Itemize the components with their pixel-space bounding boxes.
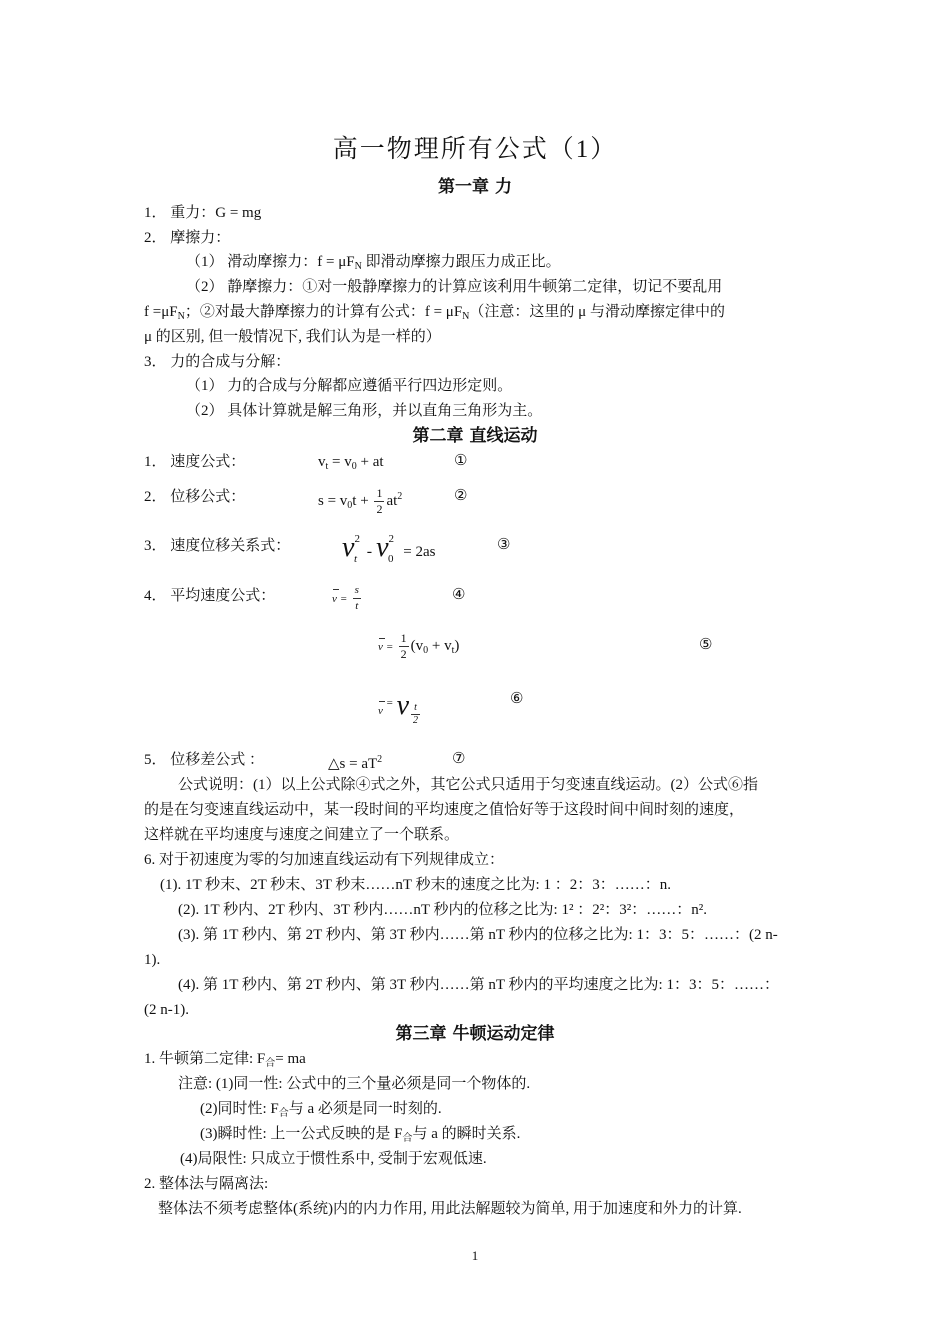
rule-4-cont: (2 n-1). <box>144 1002 189 1018</box>
chapter-2-heading: 第二章 直线运动 <box>412 426 538 446</box>
vbar-overline <box>333 589 339 590</box>
ch3-line-limitation: (4)局限性: 只成立于惯性系中, 受制于宏观低速. <box>180 1151 487 1167</box>
vbar-overline <box>379 638 385 639</box>
ch1-line-parallelogram: （1） 力的合成与分解都应遵循平行四边形定则。 <box>186 378 513 394</box>
formula-1-tag: ① <box>454 453 468 469</box>
ch1-line-mu-note: μ 的区别, 但一般情况下, 我们认为是一样的） <box>144 329 441 345</box>
ch3-line-newton-second-law: 1. 牛顿第二定律: $F_合=$ ma <box>144 1051 306 1069</box>
formula-4-label: 4． 平均速度公式： <box>144 588 276 604</box>
ch1-line-static-friction-cont: $f =\mu F_N$；②对最大静摩擦力的计算有公式：$f = \mu F_N$（注意：这里的 μ 与滑动摩擦定律中的 <box>144 304 725 322</box>
formula-5-tag: ⑤ <box>699 637 713 653</box>
ch1-line-static-friction: （2） 静摩擦力：①对一般静摩擦力的计算应该利用牛顿第二定律，切记不要乱用 <box>186 279 723 295</box>
rule-3-cont: 1). <box>144 952 161 968</box>
formula-note-line2: 的是在匀变速直线运动中，某一段时间的平均速度之值恰好等于这段时间中间时刻的速度， <box>144 802 745 818</box>
ch1-line-composition: 3． 力的合成与分解： <box>144 354 291 370</box>
ch1-line-sliding-friction: （1） 滑动摩擦力：$f = \mu F_N$ 即滑动摩擦力跟压力成正比。 <box>186 254 561 272</box>
ch1-line-triangle: （2） 具体计算就是解三角形，并以直角三角形为主。 <box>186 403 543 419</box>
formula-4-tag: ④ <box>452 587 466 603</box>
ch3-line-instantaneity: (3)瞬时性: 上一公式反映的是 $F_合$与 a 的瞬时关系. <box>200 1126 521 1144</box>
formula-note-line3: 这样就在平均速度与速度之间建立了一个联系。 <box>144 827 460 843</box>
page-title: 高一物理所有公式（1） <box>332 136 618 163</box>
chapter-3-heading: 第三章 牛顿运动定律 <box>395 1024 555 1044</box>
formula-7-label: 5． 位移差公式 ： <box>144 752 265 768</box>
formula-2-label: 2． 位移公式： <box>144 489 246 505</box>
ch3-line-simultaneity: (2)同时性: $F_合$与 a 必须是同一时刻的. <box>200 1101 442 1119</box>
rule-2: (2). 1T 秒内、2T 秒内、3T 秒内……nT 秒内的位移之比为: 1² ：2²：3²：……：n². <box>178 902 707 918</box>
formula-5-average-velocity: v = $\frac{1}{2}$ $(v_0 + v_t)$ <box>378 631 460 662</box>
formula-3-velocity-displacement: $v^2_t - v^2_0 = 2as$ <box>342 532 436 565</box>
formula-3-tag: ③ <box>497 537 511 553</box>
page-number: 1 <box>471 1248 479 1263</box>
rule-intro: 6. 对于初速度为零的匀加速直线运动有下列规律成立： <box>144 852 505 868</box>
ch1-line-friction: 2． 摩擦力： <box>144 230 231 246</box>
formula-4-average-velocity: v = $\frac{s}{t}$ <box>332 584 359 613</box>
ch3-line-whole-method: 整体法不须考虑整体(系统)内的内力作用, 用此法解题较为简单, 用于加速度和外力的计算. <box>158 1201 742 1217</box>
formula-6-tag: ⑥ <box>510 691 524 707</box>
formula-note-line1: 公式说明：(1）以上公式除④式之外，其它公式只适用于匀变速直线运动。(2）公式⑥指 <box>178 777 758 793</box>
ch3-line-whole-isolation: 2. 整体法与隔离法: <box>144 1176 269 1192</box>
ch3-line-identity: 注意: (1)同一性: 公式中的三个量必须是同一个物体的. <box>178 1076 531 1092</box>
rule-4: (4). 第 1T 秒内、第 2T 秒内、第 3T 秒内……第 nT 秒内的平均速度之比为: 1：3：5：……： <box>178 977 779 993</box>
formula-7-tag: ⑦ <box>452 751 466 767</box>
formula-2-tag: ② <box>454 488 468 504</box>
vbar-overline <box>379 701 385 702</box>
formula-1-velocity: $v_t = v_0$ + at <box>318 454 384 472</box>
formula-1-label: 1． 速度公式： <box>144 454 246 470</box>
formula-7-displacement-difference: △s = $aT^2$ <box>328 754 383 772</box>
formula-6-average-velocity: v = v $\frac{t}{2}$ <box>378 690 419 727</box>
formula-3-label: 3． 速度位移关系式： <box>144 538 291 554</box>
ch1-line-gravity: 1． 重力：G = mg <box>144 205 262 221</box>
rule-3: (3). 第 1T 秒内、第 2T 秒内、第 3T 秒内……第 nT 秒内的位移之比为: 1：3：5：……：(2 n- <box>178 927 778 943</box>
rule-1: (1). 1T 秒末、2T 秒末、3T 秒末……nT 秒末的速度之比为: 1 ：2：3：……：n. <box>160 877 671 893</box>
chapter-1-heading: 第一章 力 <box>438 177 512 197</box>
formula-2-displacement: $s = v_0t$ + $\frac{1}{2}$ $at^2$ <box>318 486 403 517</box>
